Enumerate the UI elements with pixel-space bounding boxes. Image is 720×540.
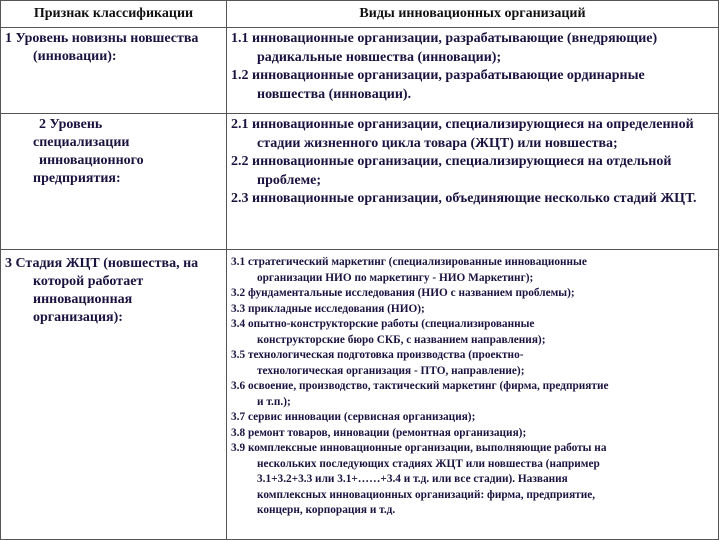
criterion-line: предприятия: bbox=[33, 171, 121, 186]
type-item: 3.8 ремонт товаров, инновации (ремонтная организация); bbox=[231, 426, 527, 439]
type-item: 3.9 комплексные инновационные организации, выполняющие работы на нескольких последующих стадиях ЖЦТ или новшества (например 3.1+3.2+3.3 или 3.1+……+3.4 и т.д. или все стадии). Названия комплексных инновационных организаций: фирма, предприятие, концерн, корпорация и т.д. bbox=[231, 442, 607, 516]
header-row bbox=[1, 1, 719, 28]
type-item: 2.1 инновационные организации, специализирующиеся на определенной стадии жизненного цикла товара (ЖЦТ) или новшества; bbox=[231, 117, 694, 151]
criterion-cell bbox=[1, 250, 227, 540]
type-item: 2.2 инновационные организации, специализирующиеся на отдельной проблеме; bbox=[231, 154, 672, 188]
header-types: Виды инновационных организаций bbox=[227, 1, 719, 28]
type-item: 3.3 прикладные исследования (НИО); bbox=[231, 302, 425, 315]
table-row bbox=[1, 250, 719, 540]
table-row bbox=[1, 28, 719, 114]
types-cell bbox=[227, 28, 719, 114]
type-item: 3.7 сервис инновации (сервисная организация); bbox=[231, 411, 476, 423]
type-item: 3.1 стратегический маркетинг (специализированные инновационные организации НИО по маркетингу - НИО Маркетинг); bbox=[231, 256, 587, 284]
table-row bbox=[1, 114, 719, 250]
criterion-cell bbox=[1, 114, 227, 250]
type-item: 1.1 инновационные организации, разрабатывающие (внедряющие) радикальные новшества (инновации); bbox=[231, 31, 658, 65]
type-item: 2.3 инновационные организации, объединяющие несколько стадий ЖЦТ. bbox=[231, 191, 697, 206]
types-cell bbox=[227, 250, 719, 540]
type-item: 3.6 освоение, производство, тактический маркетинг (фирма, предприятие и т.п.); bbox=[231, 380, 609, 408]
header-criterion: Признак классификации bbox=[1, 1, 227, 28]
criterion-line: специализации bbox=[33, 135, 130, 150]
criterion-text: 1 Уровень новизны новшества (инновации): bbox=[5, 31, 199, 64]
criterion-cell bbox=[1, 28, 227, 114]
criterion-line: инновационного bbox=[39, 153, 144, 168]
types-cell bbox=[227, 114, 719, 250]
type-item: 3.2 фундаментальные исследования (НИО с названием проблемы); bbox=[231, 287, 575, 299]
criterion-text: 3 Стадия ЖЦТ (новшества, на которой работает инновационная организация): bbox=[5, 256, 199, 325]
type-item: 3.5 технологическая подготовка производства (проектно- технологическая организация - ПТО, направление); bbox=[231, 349, 525, 377]
criterion-line: 2 Уровень bbox=[39, 117, 103, 132]
type-item: 3.4 опытно-конструкторские работы (специализированные конструкторские бюро СКБ, с названием направления); bbox=[231, 318, 546, 346]
type-item: 1.2 инновационные организации, разрабатывающие ординарные новшества (инновации). bbox=[231, 68, 645, 102]
